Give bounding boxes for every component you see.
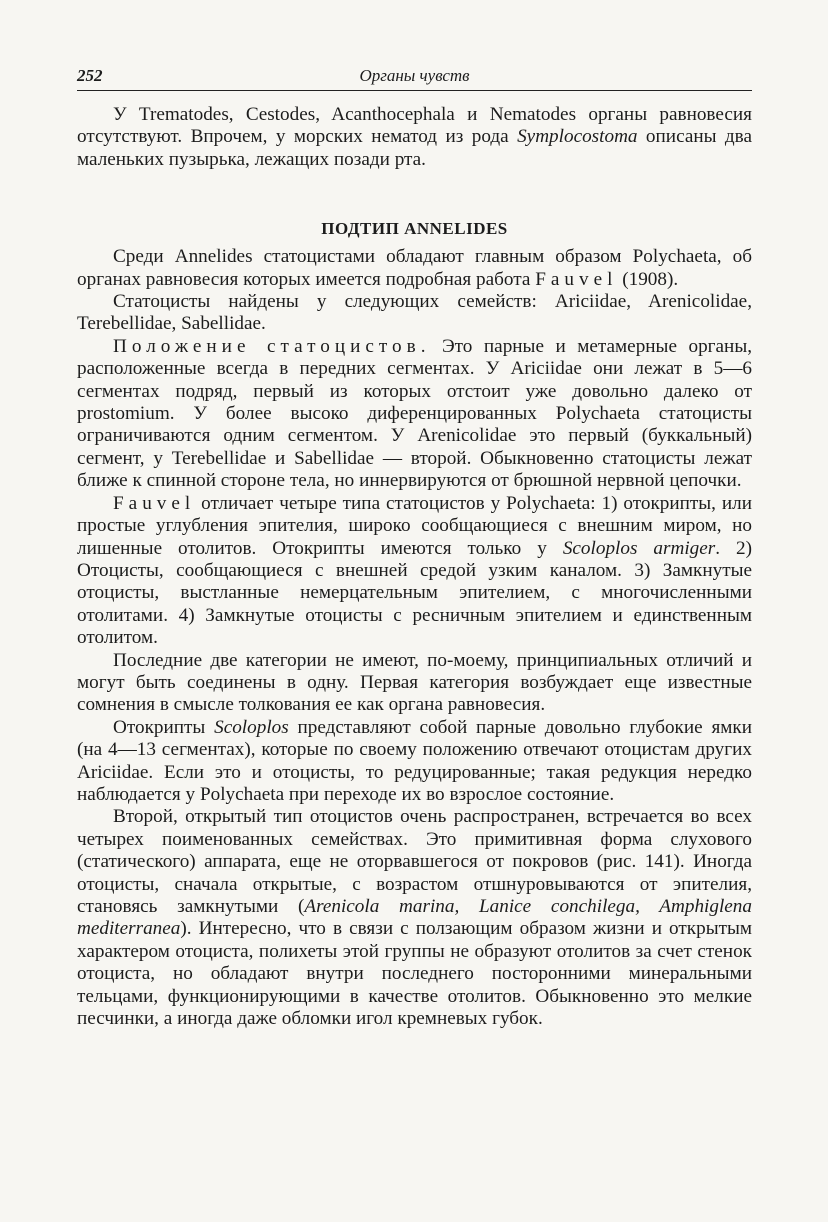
- intro-tail: описаны два маленьких пузырька, лежащих позади рта.: [77, 126, 752, 170]
- paragraph-7-text: Второй, открытый тип отоцистов очень распространен, встречается во всех четырех поименованных семействах. Это примитивная форма слухового (статического) аппарата, еще не оторвавшегося от покровов (рис. 141). Иногда отоцисты, сначала открытые, с возрастом отшнуровываются от эпителия, становясь замкнутыми (: [77, 806, 752, 917]
- paragraph-3-text: Это парные и метамерные органы, расположенные всегда в передних сегментах. У Ariciidae они лежат в 5—6 сегментах подряд, первый из которых отстоит уже довольно далеко от prostomium. У более высоко диференцированных Polychaeta статоцисты ограничиваются одним сегментом. У Arenicolidae это первый (буккальный) сегмент, у Terebellidae и Sabellidae — второй. Обыкновенно статоцисты лежат ближе к спинной стороне тела, но иннервируются от брюшной нервной цепочки.: [77, 335, 753, 492]
- paragraph-3-lead: Положение статоцистов.: [113, 335, 431, 357]
- paragraph-5: Последние две категории не имеют, по-моему, принципиальных отличий и могут быть соединены в одну. Первая категория возбуждает еще известные сомнения в смысле толкования ее как органа равновесия.: [77, 649, 752, 716]
- page-body: [77, 104, 752, 1030]
- paragraph-6-tail: представляют собой парные довольно глубокие ямки (на 4—13 сегментах), которые по своему положению отвечают отоцистам других Ariciidae. Если это и отоцисты, то редуцированные; такая редукция нередко наблюдается у Polychaeta при переходе их во взрослое состояние.: [77, 716, 752, 805]
- paragraph-4: [77, 493, 752, 650]
- genus-name: Scoloplos: [214, 716, 289, 738]
- paragraph-7-tail: ). Интересно, что в связи с ползающим образом жизни и открытым характером отоциста, полихеты этой группы не образуют отолитов за счет стенок отоциста, но обладают внутри последнего посторонними минеральными тельцами, функционирующими в качестве отолитов. Обыкновенно это мелкие песчинки, а иногда даже обломки игол кремневых губок.: [77, 918, 752, 1030]
- intro-text: У Trematodes, Cestodes, Acanthocephala и Nematodes органы равновесия отсутствуют. Впрочем, у морских нематод из рода: [77, 104, 752, 148]
- paragraph-6-text: Отокрипты: [113, 716, 215, 738]
- paragraph-7: [77, 806, 752, 1030]
- paragraph-1: [77, 246, 752, 291]
- paragraph-2: Статоцисты найдены у следующих семейств: Ariciidae, Arenicolidae, Terebellidae, Sabellidae.: [77, 291, 752, 335]
- author-name: Fauvel: [113, 492, 196, 514]
- paragraph-3: [77, 336, 752, 493]
- paragraph-1-tail: (1908).: [617, 268, 679, 290]
- running-title: Органы чувств: [359, 66, 470, 85]
- genus-name: Symplocostoma: [517, 126, 638, 148]
- species-list: Arenicola marina, Lanice conchilega, Amphiglena mediterranea: [77, 896, 752, 940]
- paragraph-4-tail: . 2) Отоцисты, сообщающиеся с внешней средой узким каналом. 3) Замкнутые отоцисты, выстланные немерцательным эпителием, с многочисленными отолитами. 4) Замкнутые отоцисты с ресничным эпителием и единственным отолитом.: [77, 537, 752, 649]
- paragraph-4-text: отличает четыре типа статоцистов у Polychaeta: 1) отокрипты, или простые углубления эпителия, широко сообщающиеся с внешним миром, но лишенные отолитов. Отокрипты имеются только у: [77, 492, 752, 559]
- author-name: Fauvel: [535, 268, 618, 290]
- paragraph-1-text: Среди Annelides статоцистами обладают главным образом Polychaeta, об органах равновесия которых имеется подробная работа: [77, 246, 752, 290]
- page-header: [77, 62, 752, 91]
- intro-paragraph: [77, 104, 752, 171]
- section-heading: ПОДТИП ANNELIDES: [321, 219, 508, 239]
- page-number: 252: [77, 66, 103, 85]
- species-name: Scoloplos armiger: [562, 537, 716, 559]
- paragraph-6: [77, 717, 752, 807]
